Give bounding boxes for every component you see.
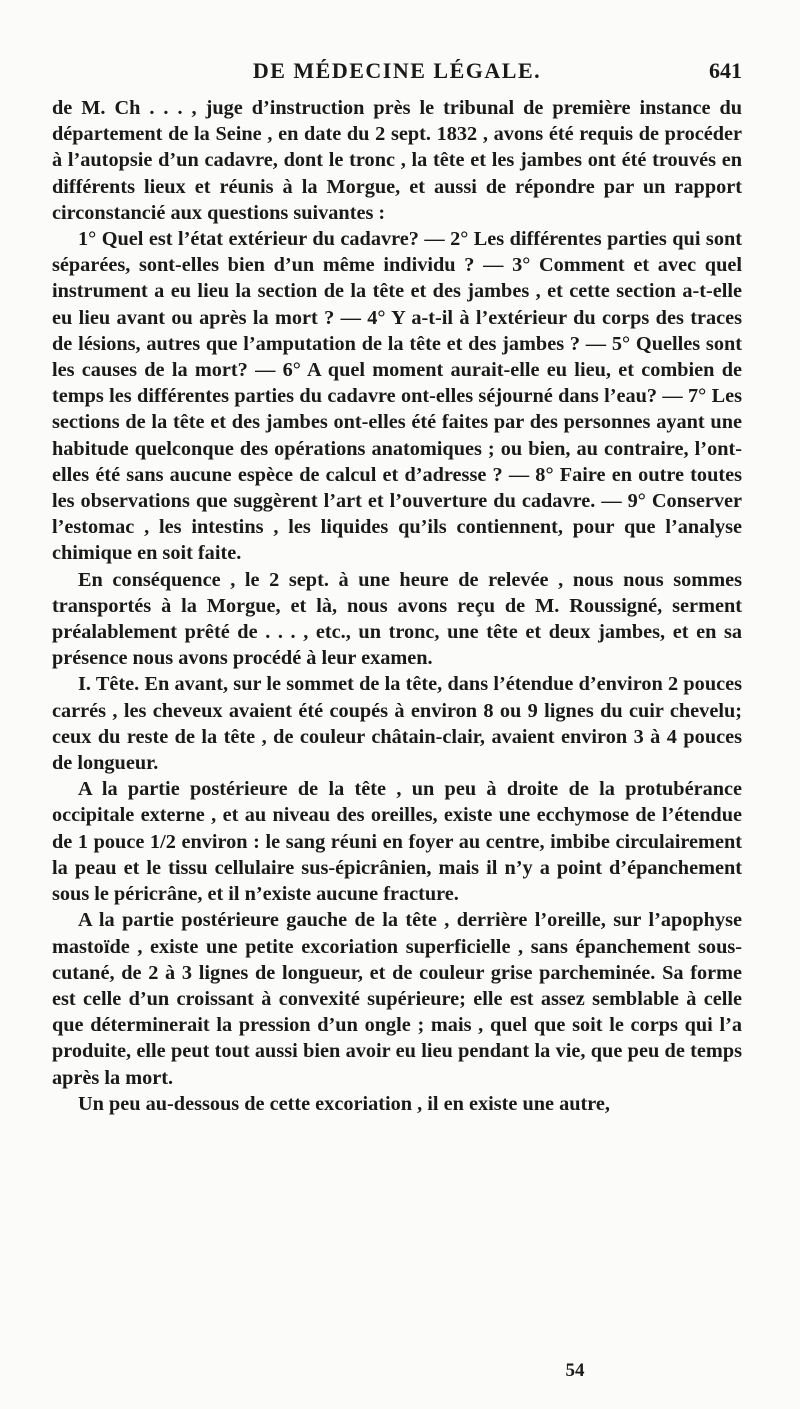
paragraph: de M. Ch . . . , juge d’instruction près le tribunal de première instance du département de la Seine , en date du 2 sept. 1832 , avons été requis de procéder à l’autopsie d’un cadavre, dont le tronc , la tête et les jambes ont été trouvés en différents lieux et réunis à la Morgue, et aussi de répondre par un rapport circonstancié aux questions suivantes : xyxy=(52,97,742,224)
page-header xyxy=(52,58,742,90)
paragraph: A la partie postérieure gauche de la tête , derrière l’oreille, sur l’apophyse mastoïde , existe une petite excoriation superficielle , sans épanchement sous-cutané, de 2 à 3 lignes de longueur, et de couleur grise parcheminée. Sa forme est celle d’un croissant à convexité supérieure; elle est assez semblable à celle que déterminerait la pression d’un ongle ; mais , quel que soit le corps qui l’a produite, elle peut tout aussi bien avoir eu lieu pendant la vie, que peu de temps après la mort. xyxy=(52,909,742,1089)
paragraph: A la partie postérieure de la tête , un peu à droite de la protubérance occipitale externe , et au niveau des oreilles, existe une ecchymose de l’étendue de 1 pouce 1/2 environ : le sang réuni en foyer au centre, imbibe circulairement la peau et le tissu cellulaire sus-épicrânien, mais il n’y a point d’épanchement sous le péricrâne, et il n’existe aucune fracture. xyxy=(52,778,742,906)
body-text xyxy=(52,95,742,1117)
signature-mark xyxy=(0,1360,800,1382)
paragraph: En conséquence , le 2 sept. à une heure de relevée , nous nous sommes transportés à la Morgue, et là, nous avons reçu de M. Roussigné, serment préalablement prêté de . . . , etc., un tronc, une tête et deux jambes, et en sa présence nous avons procédé à leur examen. xyxy=(52,568,742,670)
paragraph: Un peu au-dessous de cette excoriation , il en existe une autre, xyxy=(78,1092,610,1115)
paragraph: I. Tête. En avant, sur le sommet de la tête, dans l’étendue d’environ 2 pouces carrés , les cheveux avaient été coupés à environ 8 ou 9 lignes du cuir chevelu; ceux du reste de la tête , de couleur châtain-clair, avaient environ 3 à 4 pouces de longueur. xyxy=(52,673,742,775)
signature-number: 54 xyxy=(565,1360,585,1381)
running-title: DE MÉDECINE LÉGALE. xyxy=(252,58,542,83)
paragraph: 1° Quel est l’état extérieur du cadavre? — 2° Les différentes parties qui sont séparées, sont-elles bien d’un même individu ? — 3° Comment et avec quel instrument a eu lieu la section de la tête et des jambes , et cette section a-t-elle eu lieu avant ou après la mort ? — 4° Y a-t-il à l’extérieur du corps des traces de lésions, autres que l’amputation de la tête et des jambes ? — 5° Quelles sont les causes de la mort? — 6° A quel moment aurait-elle eu lieu, et combien de temps les différentes parties du cadavre ont-elles séjourné dans l’eau? — 7° Les sections de la tête et des jambes ont-elles été faites par des personnes ayant une habitude quelconque des opérations anatomiques ; ou bien, au contraire, l’ont-elles été sans aucune espèce de calcul et d’adresse ? — 8° Faire en outre toutes les observations que suggèrent l’art et l’ouverture du cadavre. — 9° Conserver l’estomac , les intestins , les liquides qu’ils contiennent, pour que l’analyse chimique en soit faite. xyxy=(52,228,742,565)
page-number: 641 xyxy=(709,58,742,83)
